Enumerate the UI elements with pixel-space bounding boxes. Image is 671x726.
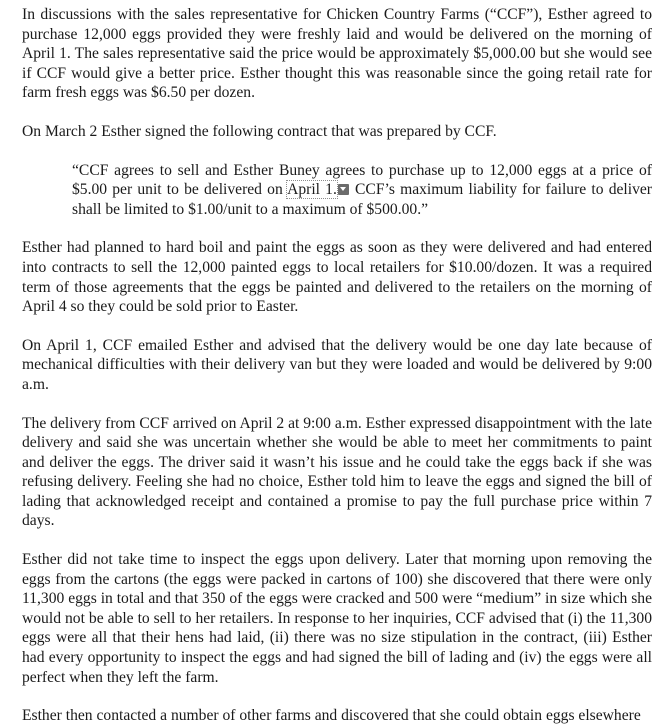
paragraph-inspection: Esther did not take time to inspect the eggs upon delivery. Later that morning upon removing the eggs from the cartons (the eggs were packed in cartons of 100) she discovered that there were only 11,300 eggs in total and that 350 of the eggs were cracked and 500 were “medium” in size which she would not be able to sell to her retailers. In response to her inquiries, CCF advised that (i) the 11,300 eggs were all that their hens had laid, (ii) there was no size stipulation in the contract, (iii) Esther had every opportunity to inspect the eggs and had signed the bill of lading and (iv) the eggs were all perfect when they left the farm. <box>22 551 652 686</box>
paragraph-spacer <box>22 395 652 414</box>
paragraph-spacer <box>22 531 652 550</box>
paragraph-planned: Esther had planned to hard boil and paint the eggs as soon as they were delivered and had entered into contracts to sell the 12,000 painted eggs to local retailers for $10.00/dozen. It was a required term of those agreements that the eggs be painted and delivered to the retailers on the morning of April 4 so they could be sold prior to Easter. <box>22 239 652 316</box>
paragraph-spacer <box>22 103 652 122</box>
paragraph-spacer <box>22 219 652 238</box>
paragraph-delivery: The delivery from CCF arrived on April 2 at 9:00 a.m. Esther expressed disappointment with the late delivery and said she was uncertain whether she would be able to meet her commitments to paint and deliver the eggs. The driver said it wasn’t his issue and he could take the eggs back if she was refusing delivery. Feeling she had no choice, Esther told him to leave the eggs and signed the bill of lading that acknowledged receipt and contained a promise to pay the full purchase price within 7 days. <box>22 414 652 530</box>
quote-text-before: “CCF agrees to sell and Esther Buney agrees to purchase up to 12,000 eggs at a price of $5.00 per unit to be delivered on <box>72 161 652 199</box>
paragraph-spacer <box>22 142 652 161</box>
date-field-value[interactable]: April 1. <box>287 181 337 199</box>
quote-text-after: CCF’s maximum liability for failure to deliver shall be limited to $1.00/unit to a maximum of $500.00.” <box>72 181 652 218</box>
document-body <box>22 5 652 726</box>
paragraph-april-1: On April 1, CCF emailed Esther and advised that the delivery would be one day late because of mechanical difficulties with their delivery van but they were loaded and would be delivered by 9:00 a.m. <box>22 336 652 393</box>
paragraph-discussions: In discussions with the sales representative for Chicken Country Farms (“CCF”), Esther agreed to purchase 12,000 eggs provided they were freshly laid and would be delivered on the morning of April 1. The sales representative said the price would be approximately $5,000.00 but she would see if CCF would give a better price. Esther thought this was reasonable since the going retail rate for farm fresh eggs was $6.50 per dozen. <box>22 6 652 102</box>
paragraph-other-farms: Esther then contacted a number of other farms and discovered that she could obtain eggs elsewhere <box>22 707 641 725</box>
paragraph-spacer <box>22 687 652 706</box>
paragraph-spacer <box>22 317 652 336</box>
dropdown-arrow-icon[interactable] <box>338 184 349 195</box>
contract-quote <box>72 161 652 220</box>
date-content-control[interactable] <box>287 181 350 198</box>
paragraph-contract-intro: On March 2 Esther signed the following contract that was prepared by CCF. <box>22 122 497 140</box>
